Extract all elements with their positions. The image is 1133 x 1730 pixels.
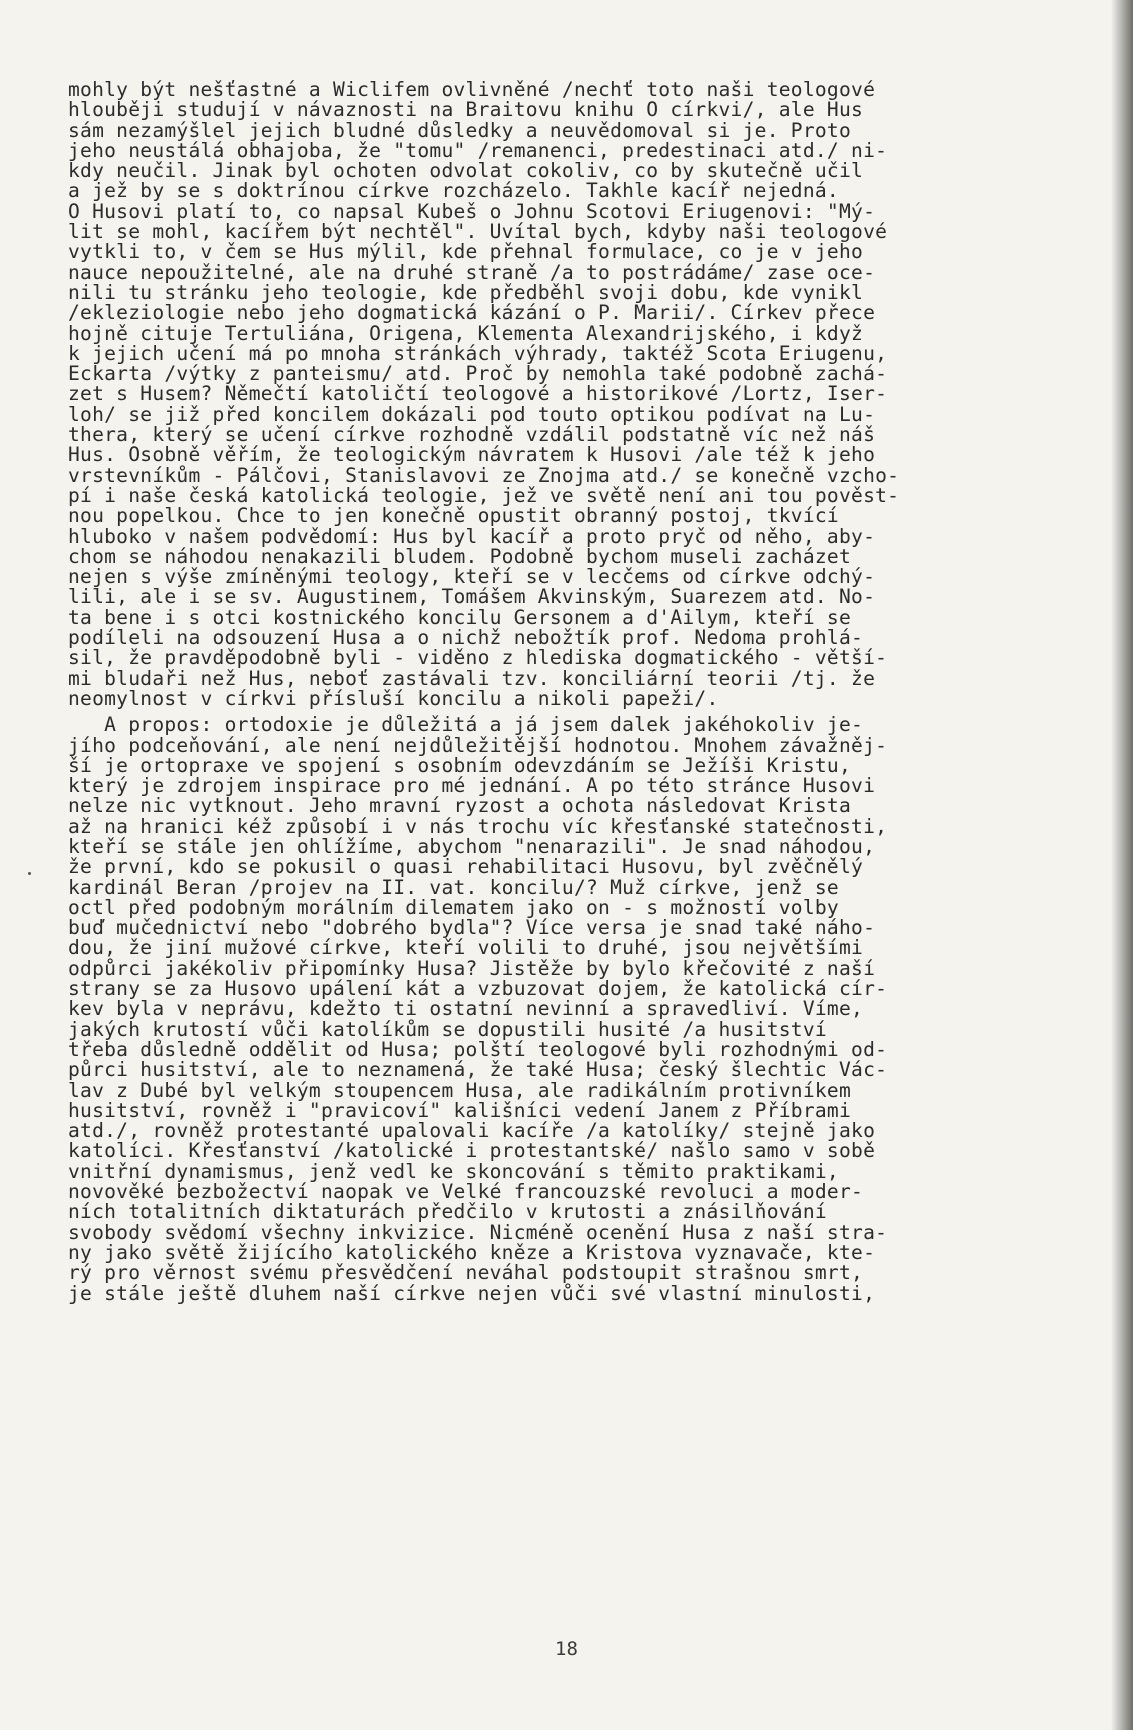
text-line: nou popelkou. Chce to jen konečně opustit obranný postoj, tkvící xyxy=(68,504,839,528)
text-line: že první, kdo se pokusil o quasi rehabilitaci Husovu, byl zvěčnělý xyxy=(68,855,864,879)
text-line: půrci husitství, ale to neznamená, že také Husa; český šlechtic Vác- xyxy=(68,1058,888,1082)
text-line: sám nezamýšlel jejich bludné důsledky a neuvědomoval si je. Proto xyxy=(68,118,852,142)
page-edge-shadow xyxy=(1111,0,1133,1730)
text-line: až na hranici kéž způsobí i v nás trochu víc křesťanské statečnosti, xyxy=(68,814,888,838)
text-line: k jejich učení má po mnoha stránkách výhrady, taktéž Scota Eriugenu, xyxy=(68,341,888,365)
text-line: dou, že jiní mužové církve, kteří volili to druhé, jsou největšími xyxy=(68,936,864,960)
text-line: buď mučednictví nebo "dobrého bydla"? Více versa je snad také náho- xyxy=(68,916,876,940)
text-line: hluboko v našem podvědomí: Hus byl kacíř a proto pryč od něho, aby- xyxy=(68,524,876,548)
text-line: /ekleziologie nebo jeho dogmatická kázání o P. Marii/. Církev přece xyxy=(68,301,876,325)
text-line: O Husovi platí to, co napsal Kubeš o Johnu Scotovi Eriugenovi: "Mý- xyxy=(68,199,876,223)
text-line: lav z Dubé byl velkým stoupencem Husa, ale radikálním protivníkem xyxy=(68,1078,852,1102)
text-line: chom se náhodou nenakazili bludem. Podobně bychom museli zacházet xyxy=(68,544,852,568)
text-line: ší je ortopraxe ve spojení s osobním odevzdáním se Ježíši Kristu, xyxy=(68,753,852,777)
text-line: kteří se stále jen ohlížíme, abychom "nenarazili". Je snad náhodou, xyxy=(68,834,876,858)
text-line: nauce nepoužitelné, ale na druhé straně /a to postrádáme/ zase oce- xyxy=(68,260,876,284)
text-line: ny jako světě žijícího katolického kněze a Kristova vyznavače, kte- xyxy=(68,1240,876,1264)
text-line: katolíci. Křesťanství /katolické i protestantské/ našlo samo v sobě xyxy=(68,1139,876,1163)
body-text xyxy=(68,80,1108,1304)
paragraph xyxy=(68,80,1108,709)
text-line: nelze nic vytknout. Jeho mravní ryzost a ochota následovat Krista xyxy=(68,794,852,818)
text-line: mi bludaři než Hus, neboť zastávali tzv. konciliární teorii /tj. že xyxy=(68,666,876,690)
page-number: 18 xyxy=(555,1638,578,1660)
text-line: vnitřní dynamismus, jenž vedl ke skoncování s těmito praktikami, xyxy=(68,1159,839,1183)
scan-speck xyxy=(28,872,31,875)
text-line: lit se mohl, kacířem být nechtěl". Uvítal bych, kdyby naši teologové xyxy=(68,220,888,244)
text-line: hojně cituje Tertuliána, Origena, Klementa Alexandrijského, i když xyxy=(68,321,864,345)
text-line: zet s Husem? Němečtí katoličtí teologové a historikové /Lortz, Iser- xyxy=(68,382,888,406)
text-line: neomylnost v církvi přísluší koncilu a nikoli papeži/. xyxy=(68,686,719,710)
text-line: kev byla v neprávu, kdežto ti ostatní nevinní a spravedliví. Víme, xyxy=(68,997,864,1021)
text-line: hlouběji studují v návaznosti na Braitovu knihu O církvi/, ale Hus xyxy=(68,98,864,122)
text-line: který je zdrojem inspirace pro mé jednání. A po této stránce Husovi xyxy=(68,774,876,798)
text-line: jího podceňování, ale není nejdůležitější hodnotou. Mnohem závažněj- xyxy=(68,733,888,757)
text-line: octl před podobným morálním dilematem jako on - s možností volby xyxy=(68,895,839,919)
text-line: třeba důsledně oddělit od Husa; polští teologové byli rozhodnými od- xyxy=(68,1037,888,1061)
text-line: Hus. Osobně věřím, že teologickým návratem k Husovi /ale též k jeho xyxy=(68,443,876,467)
text-line: svobody svědomí všechny inkvizice. Nicméně ocenění Husa z naší stra- xyxy=(68,1220,888,1244)
text-line: jakých krutostí vůči katolíkům se dopustili husité /a husitství xyxy=(68,1017,827,1041)
text-line: nejen s výše zmíněnými teology, kteří se v lecčems od církve odchý- xyxy=(68,565,876,589)
text-line: novověké bezbožectví naopak ve Velké francouzské revoluci a moder- xyxy=(68,1180,864,1204)
text-line: kardinál Beran /projev na II. vat. koncilu/? Muž církve, jenž se xyxy=(68,875,839,899)
paragraph xyxy=(68,715,1108,1304)
text-line: rý pro věrnost svému přesvědčení neváhal podstoupit strašnou smrt, xyxy=(68,1261,864,1285)
text-line: atd./, rovněž protestanté upalovali kacíře /a katolíky/ stejně jako xyxy=(68,1119,876,1143)
text-line: husitství, rovněž i "pravicoví" kališníci vedení Janem z Příbrami xyxy=(68,1098,852,1122)
text-line: jeho neustálá obhajoba, že "tomu" /remanenci, predestinaci atd./ ni- xyxy=(68,138,888,162)
text-line: lili, ale i se sv. Augustinem, Tomášem Akvinským, Suarezem atd. No- xyxy=(68,585,876,609)
text-line: a jež by se s doktrínou církve rozcházelo. Takhle kacíř nejedná. xyxy=(68,179,839,203)
text-line: podíleli na odsouzení Husa a o nichž nebožtík prof. Nedoma prohlá- xyxy=(68,626,864,650)
text-line: odpůrci jakékoliv připomínky Husa? Jistěže by bylo křečovité z naší xyxy=(68,956,876,980)
text-line: loh/ se již před koncilem dokázali pod touto optikou podívat na Lu- xyxy=(68,402,876,426)
text-line: je stále ještě dluhem naší církve nejen vůči své vlastní minulosti, xyxy=(68,1281,876,1305)
text-line: kdy neučil. Jinak byl ochoten odvolat cokoliv, co by skutečně učil xyxy=(68,159,864,183)
text-line: ních totalitních diktaturách předčilo v krutosti a znásilňování xyxy=(68,1200,827,1224)
text-line: vytkli to, v čem se Hus mýlil, kde přehnal formulace, co je v jeho xyxy=(68,240,864,264)
text-line: strany se za Husovo upálení kát a vzbuzovat dojem, že katolická cír- xyxy=(68,977,888,1001)
text-line: A propos: ortodoxie je důležitá a já jsem dalek jakéhokoliv je- xyxy=(68,713,864,737)
text-line: sil, že pravděpodobně byli - viděno z hlediska dogmatického - větší- xyxy=(68,646,888,670)
text-line: mohly být nešťastné a Wiclifem ovlivněné /nechť toto naši teologové xyxy=(68,78,876,101)
text-line: nili tu stránku jeho teologie, kde předběhl svoji dobu, kde vynikl xyxy=(68,280,864,304)
text-line: Eckarta /výtky z panteismu/ atd. Proč by nemohla také podobně zachá- xyxy=(68,362,888,386)
text-line: thera, který se učení církve rozhodně vzdálil podstatně víc než náš xyxy=(68,423,876,447)
text-line: pí i naše česká katolická teologie, jež ve světě není ani tou pověst- xyxy=(68,483,900,507)
text-line: ta bene i s otci kostnického koncilu Gersonem a d'Ailym, kteří se xyxy=(68,605,852,629)
text-line: vrstevníkům - Pálčovi, Stanislavovi ze Znojma atd./ se konečně vzcho- xyxy=(68,463,900,487)
